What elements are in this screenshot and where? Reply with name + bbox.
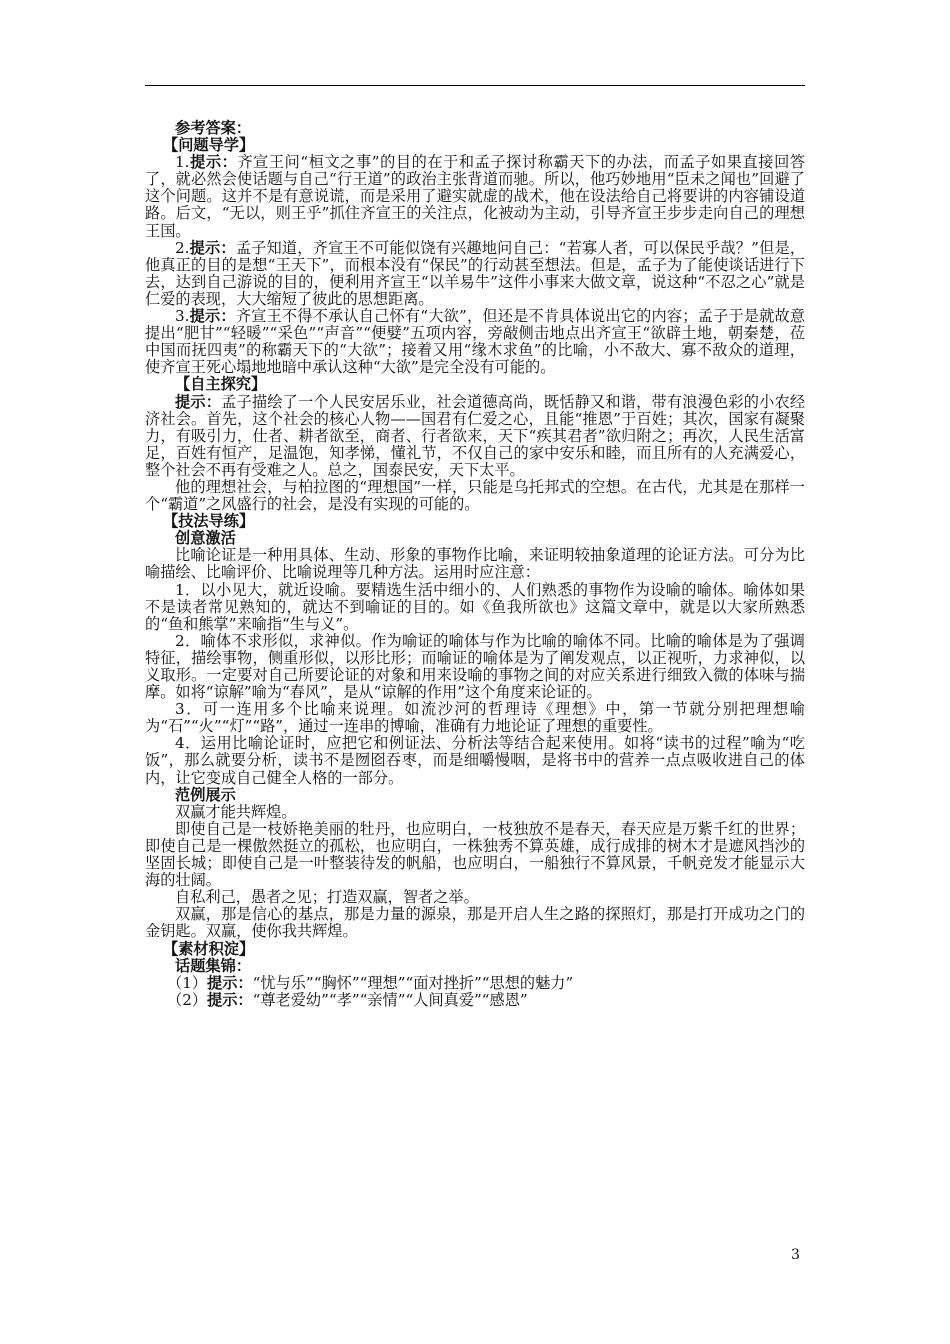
subsection-title-creative: 创意激活 xyxy=(175,529,236,548)
topic-item: （2）提示：“尊老爱幼”“孝”“亲情”“人间真爱”“感恩” xyxy=(167,990,528,1009)
example-paragraph: 双赢才能共辉煌。 xyxy=(175,802,297,821)
subsection-title-example: 范例展示 xyxy=(175,785,236,804)
hint-label: 提示： xyxy=(175,392,222,411)
question-item: 3.提示：齐宣王不得不承认自己怀有“大欲”，但还是不肯具体说出它的内容；孟子于是就故意提出“肥甘”“轻暖”“采色”“声音”“便嬖”五项内容，旁敲侧击地点出齐宣王“欲辟土地，朝秦楚，莅中国而抚四夷”的称霸天下的“大欲”；接着又用“缘木求鱼”的比喻，小不敌大、寡不敌众的道理，使齐宣王死心塌地地暗中承认这种“大欲”是完全没有可能的。 xyxy=(145,307,806,377)
hint-label: 提示： xyxy=(189,307,236,326)
technique-item: 3．可一连用多个比喻来说理。如流沙河的哲理诗《理想》中，第一节就分别把理想喻为“石”“火”“灯”“路”，通过一连串的博喻，准确有力地论证了理想的重要性。 xyxy=(145,700,805,736)
exploration-paragraph: 他的理想社会，与柏拉图的“理想国”一样，只能是乌托邦式的空想。在古代，尤其是在那样一个“霸道”之风盛行的社会，是没有实现的可能的。 xyxy=(145,477,805,514)
example-paragraph: 即使自己是一枝娇艳美丽的牡丹，也应明白，一枝独放不是春天，春天应是万紫千红的世界；即使自己是一棵傲然挺立的孤松，也应明白，一株独秀不算英雄，成行成排的树木才是遮风挡沙的坚固长城；即使自己是一叶整装待发的帆船，也应明白，一船独行不算风景，千帆竞发才能显示大海的壮阔。 xyxy=(145,819,805,890)
hint-label: 提示： xyxy=(189,153,238,172)
page-number: 3 xyxy=(791,1247,800,1263)
section-title-technique-practice: 【技法导练】 xyxy=(163,512,255,531)
question-item: 1.提示：齐宣王问“桓文之事”的目的在于和孟子探讨称霸天下的办法，而孟子如果直接回答了，就必然会使话题与自己“行王道”的政治主张背道而驰。所以，他巧妙地用“臣未之闻也”回避了这个问题。这并不是有意说谎，而是采用了避实就虚的战术，他在设法给自己将要讲的内容铺设道路。后文，“无以，则王乎”抓住齐宣王的关注点，化被动为主动，引导齐宣王步步走向自己的理想王国。 xyxy=(145,153,806,240)
section-title-question-guide: 【问题导学】 xyxy=(163,136,255,155)
question-item: 2.提示：孟子知道，齐宣王不可能似饶有兴趣地问自己：“若寡人者，可以保民乎哉？”但是，他真正的目的是想“王天下”，而根本没有“保民”的行动甚至想法。但是，孟子为了能使谈话进行下去，达到自己游说的目的，便利用齐宣王“以羊易牛”这件小事来大做文章，说这种“不忍之心”就是仁爱的表现，大大缩短了彼此的思想距离。 xyxy=(145,238,806,308)
answers-heading: 参考答案： xyxy=(175,119,251,137)
example-paragraph: 双赢，那是信心的基点，那是力量的源泉，那是开启人生之路的探照灯，那是打开成功之门的金钥匙。双赢，使你我共辉煌。 xyxy=(145,905,805,941)
section-title-material: 【素材积淀】 xyxy=(163,939,255,958)
header-rule xyxy=(145,85,805,86)
exploration-paragraph: 提示：孟子描绘了一个人民安居乐业，社会道德高尚，既恬静又和谐，带有浪漫色彩的小农经济社会。首先，这个社会的核心人物——国君有仁爱之心，且能“推恩”于百姓；其次，国家有凝聚力，有吸引力，仕者、耕者欲至，商者、行者欲来，天下“疾其君者”欲归附之；再次，人民生活富足，百姓有恒产，足温饱，知孝悌，懂礼节，不仅自己的家中安乐和睦，而且所有的人充满爱心，整个社会不再有受难之人。总之，国泰民安，天下太平。 xyxy=(145,392,806,479)
technique-item: 2．喻体不求形似，求神似。作为喻证的喻体与作为比喻的喻体不同。比喻的喻体是为了强调特征，描绘事物，侧重形似，以形比形；而喻证的喻体是为了阐发观点，以正视听，力求神似，以义取形。一定要对自己所要论证的对象和用来设喻的事物之间的对应关系进行细致入微的体味与揣摩。如将“谅解”喻为“春风”，是从“谅解的作用”这个角度来论证的。 xyxy=(145,631,805,702)
subsection-title-topics: 话题集锦： xyxy=(175,956,251,975)
hint-label: 提示： xyxy=(189,238,236,257)
technique-item: 1．以小见大，就近设喻。要精选生活中细小的、人们熟悉的事物作为设喻的喻体。喻体如果不是读者常见熟知的，就达不到喻证的目的。如《鱼我所欲也》这篇文章中，就是以大家所熟悉的“鱼和熊掌”来喻指“生与义”。 xyxy=(145,580,805,633)
technique-item: 4．运用比喻论证时，应把它和例证法、分析法等结合起来使用。如将“读书的过程”喻为“吃饭”，那么就要分析，读书不是囫囵吞枣，而是细嚼慢咽，是将书中的营养一点点吸收进自己的体内，让它变成自己健全人格的一部分。 xyxy=(145,734,805,787)
section-title-self-exploration: 【自主探究】 xyxy=(175,375,267,394)
technique-intro: 比喻论证是一种用具体、生动、形象的事物作比喻，来证明较抽象道理的论证方法。可分为比喻描绘、比喻评价、比喻说理等几种方法。运用时应注意： xyxy=(145,546,805,582)
hint-label: 提示： xyxy=(207,973,253,992)
example-paragraph: 自私利己，愚者之见；打造双赢，智者之举。 xyxy=(175,888,479,907)
hint-label: 提示： xyxy=(207,990,253,1009)
answer-document xyxy=(145,120,805,1009)
topic-item: （1）提示：“忧与乐”“胸怀”“理想”“面对挫折”“思想的魅力” xyxy=(167,973,574,992)
